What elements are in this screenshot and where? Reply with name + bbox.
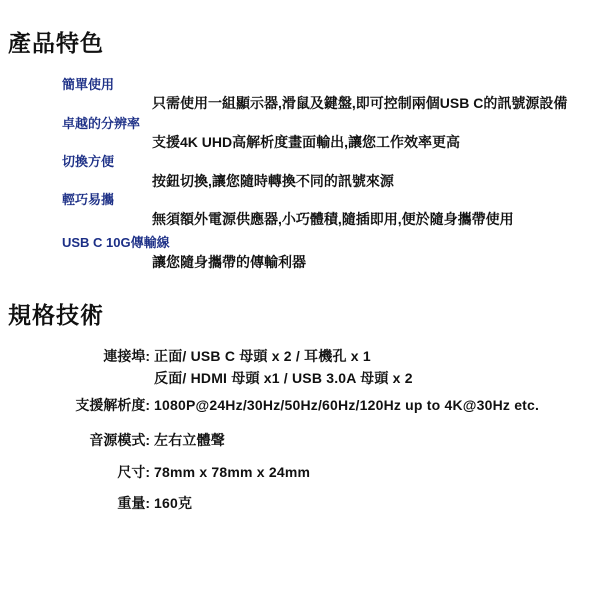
spec-label-ports: 連接埠: bbox=[103, 348, 150, 364]
feature-title-cable: USB C 10G傳輸線 bbox=[62, 235, 170, 250]
spec-label-audio: 音源模式: bbox=[89, 432, 150, 448]
feature-desc-resolution: 支援4K UHD高解析度畫面輸出,讓您工作效率更高 bbox=[152, 134, 461, 150]
feature-desc-switching: 按鈕切換,讓您隨時轉換不同的訊號來源 bbox=[152, 173, 394, 189]
spec-value-resolution: 1080P@24Hz/30Hz/50Hz/60Hz/120Hz up to 4K@30Hz etc. bbox=[154, 397, 540, 413]
feature-title-portable: 輕巧易攜 bbox=[62, 192, 115, 207]
feature-desc-cable: 讓您隨身攜帶的傳輸利器 bbox=[152, 254, 306, 270]
spec-label-resolution: 支援解析度: bbox=[75, 397, 150, 413]
spec-value-ports-back: 反面/ HDMI 母頭 x1 / USB 3.0A 母頭 x 2 bbox=[154, 370, 413, 386]
feature-desc-simple-use: 只需使用一組顯示器,滑鼠及鍵盤,即可控制兩個USB C的訊號源設備 bbox=[152, 95, 568, 111]
spec-label-size: 尺寸: bbox=[117, 464, 150, 480]
feature-title-switching: 切換方便 bbox=[62, 154, 115, 169]
feature-desc-portable: 無須額外電源供應器,小巧體積,隨插即用,便於隨身攜帶使用 bbox=[152, 211, 514, 227]
spec-value-audio: 左右立體聲 bbox=[154, 432, 225, 448]
spec-label-weight: 重量: bbox=[117, 495, 150, 511]
spec-value-ports-front: 正面/ USB C 母頭 x 2 / 耳機孔 x 1 bbox=[154, 348, 371, 364]
feature-title-resolution: 卓越的分辨率 bbox=[62, 116, 141, 131]
spec-value-weight: 160克 bbox=[154, 495, 193, 511]
spec-value-size: 78mm x 78mm x 24mm bbox=[154, 464, 311, 480]
feature-title-simple-use: 簡單使用 bbox=[62, 77, 115, 92]
specs-heading: 規格技術 bbox=[8, 302, 104, 328]
features-heading: 產品特色 bbox=[8, 30, 104, 56]
